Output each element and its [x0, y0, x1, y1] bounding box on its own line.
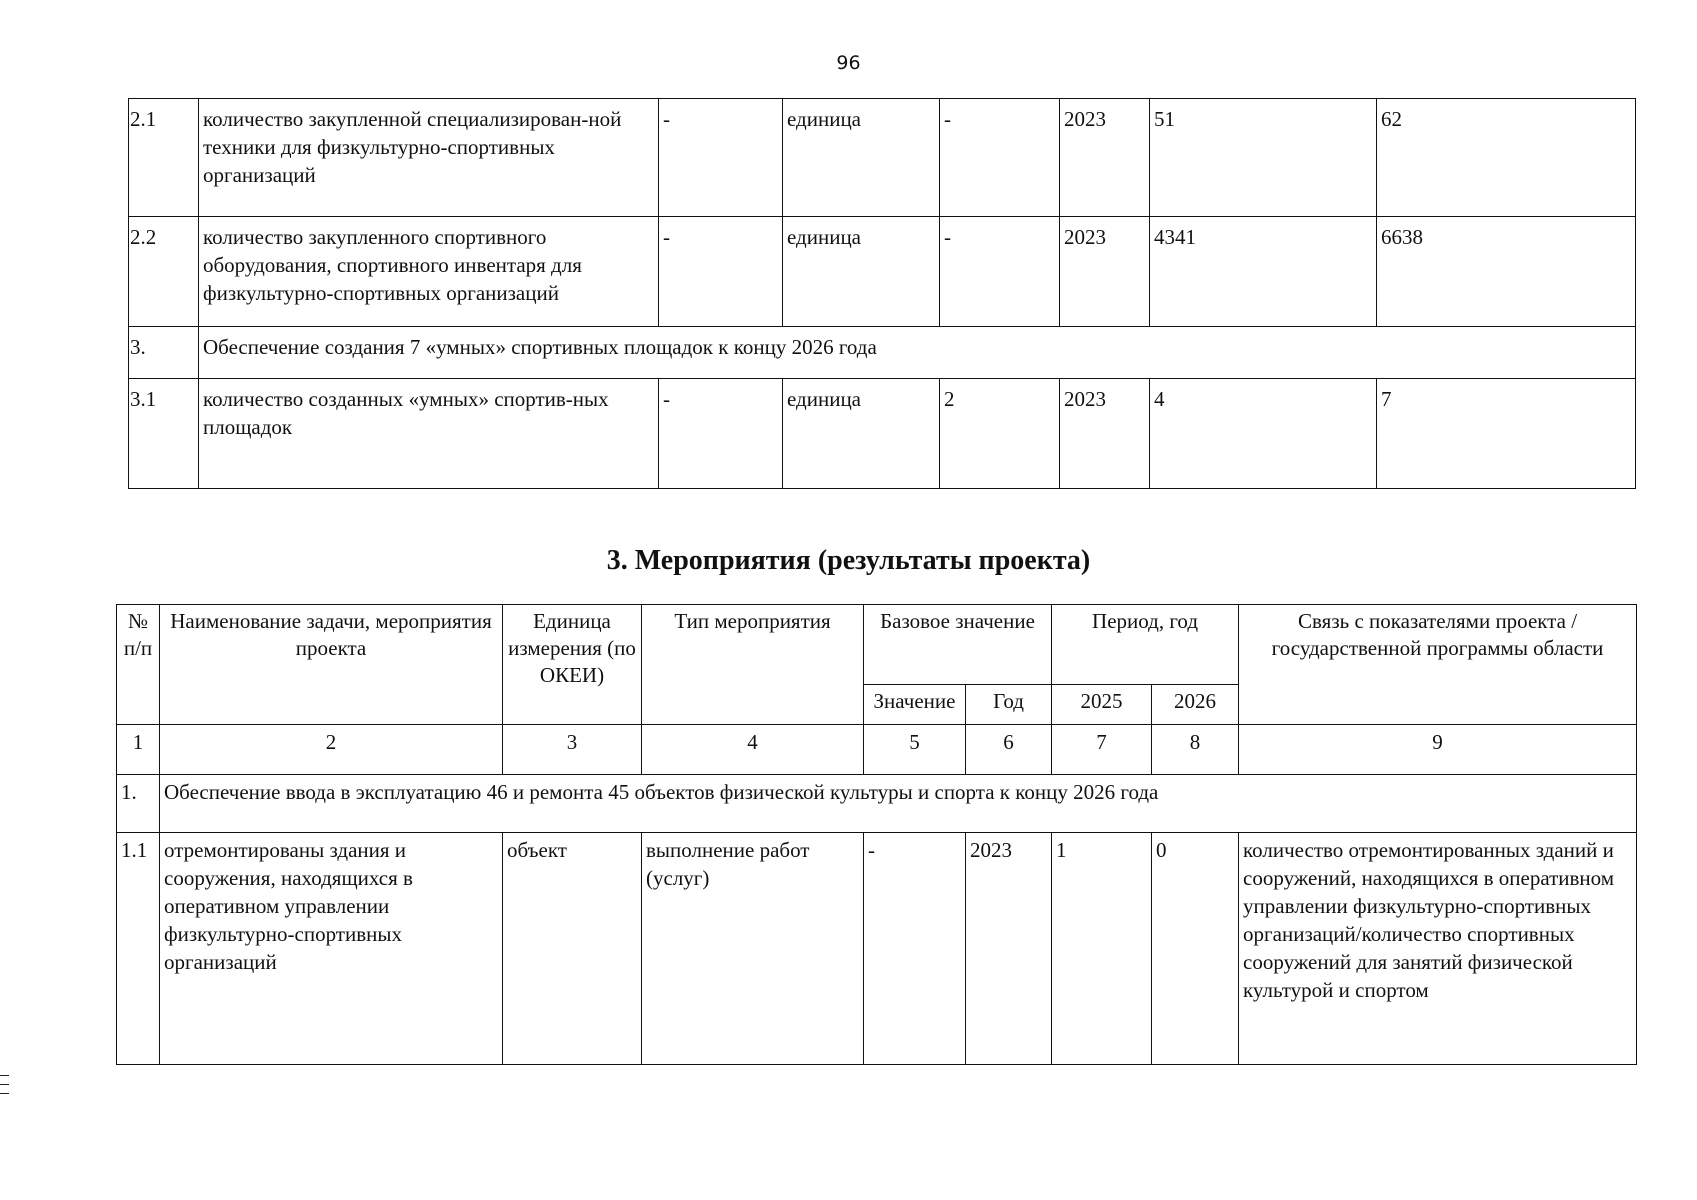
header-link: Связь с показателями проекта / государственной программы области: [1239, 605, 1637, 725]
header-type: Тип мероприятия: [642, 605, 864, 725]
events-table: [116, 604, 1637, 1065]
table-row: [129, 99, 1636, 217]
year-cell: 2023: [1060, 217, 1150, 327]
section-title: 3. Мероприятия (результаты проекта): [606, 545, 1091, 576]
header-unit: Единица измерения (по ОКЕИ): [503, 605, 642, 725]
cell-value: 4341: [1150, 217, 1377, 327]
indicator-name: количество закупленной специализирован-ной техники для физкультурно-спортивных организаций: [199, 99, 659, 217]
row-number: 1.: [117, 775, 160, 833]
indicators-table: [128, 98, 1636, 489]
column-number: 8: [1152, 725, 1239, 775]
base-value-cell: -: [864, 833, 966, 1065]
table-row: [129, 379, 1636, 489]
column-number: 1: [117, 725, 160, 775]
column-number: 4: [642, 725, 864, 775]
header-base: Базовое значение: [864, 605, 1052, 685]
row-number: 2.2: [129, 217, 199, 327]
indicator-name: количество закупленного спортивного оборудования, спортивного инвентаря для физкультурно-спортивных организаций: [199, 217, 659, 327]
cell-value: 2: [940, 379, 1060, 489]
unit-cell: объект: [503, 833, 642, 1065]
column-number: 6: [966, 725, 1052, 775]
year-cell: 2023: [1060, 379, 1150, 489]
indicator-name: количество созданных «умных» спортив-ных площадок: [199, 379, 659, 489]
margin-mark: [0, 1084, 9, 1085]
column-number: 5: [864, 725, 966, 775]
cell-value: 4: [1150, 379, 1377, 489]
task-title: Обеспечение создания 7 «умных» спортивных площадок к концу 2026 года: [199, 327, 1636, 379]
value-2025-cell: 1: [1052, 833, 1152, 1065]
header-2026: 2026: [1152, 685, 1239, 725]
row-number: 3.1: [129, 379, 199, 489]
unit-cell: единица: [783, 379, 940, 489]
cell-value: 6638: [1377, 217, 1636, 327]
cell-value: -: [659, 217, 783, 327]
column-number: 9: [1239, 725, 1637, 775]
header-2025: 2025: [1052, 685, 1152, 725]
cell-value: -: [940, 217, 1060, 327]
header-num: № п/п: [117, 605, 160, 725]
column-number: 3: [503, 725, 642, 775]
value-2026-cell: 0: [1152, 833, 1239, 1065]
event-name: отремонтированы здания и сооружения, находящихся в оперативном управлении физкультурно-спортивных организаций: [160, 833, 503, 1065]
row-number: 1.1: [117, 833, 160, 1065]
indicator-link-cell: количество отремонтированных зданий и сооружений, находящихся в оперативном управлении физкультурно-спортивных организаций/количество спортивных сооружений для занятий физической культурой и спортом: [1239, 833, 1637, 1065]
header-base-value: Значение: [864, 685, 966, 725]
cell-value: 7: [1377, 379, 1636, 489]
row-number: 3.: [129, 327, 199, 379]
cell-value: -: [940, 99, 1060, 217]
cell-value: 51: [1150, 99, 1377, 217]
margin-mark: [0, 1075, 9, 1076]
column-number: 7: [1052, 725, 1152, 775]
cell-value: 62: [1377, 99, 1636, 217]
base-year-cell: 2023: [966, 833, 1052, 1065]
page-number: 96: [836, 52, 861, 74]
column-number: 2: [160, 725, 503, 775]
table-row: [117, 833, 1637, 1065]
task-row: [129, 327, 1636, 379]
unit-cell: единица: [783, 99, 940, 217]
table-header-row: [117, 605, 1637, 685]
margin-mark: [0, 1093, 9, 1094]
header-period: Период, год: [1052, 605, 1239, 685]
column-number-row: [117, 725, 1637, 775]
cell-value: -: [659, 99, 783, 217]
header-base-year: Год: [966, 685, 1052, 725]
task-title: Обеспечение ввода в эксплуатацию 46 и ремонта 45 объектов физической культуры и спорта к концу 2026 года: [160, 775, 1637, 833]
event-type: выполнение работ (услуг): [642, 833, 864, 1065]
task-row: [117, 775, 1637, 833]
unit-cell: единица: [783, 217, 940, 327]
row-number: 2.1: [129, 99, 199, 217]
table-row: [129, 217, 1636, 327]
year-cell: 2023: [1060, 99, 1150, 217]
header-name: Наименование задачи, мероприятия проекта: [160, 605, 503, 725]
cell-value: -: [659, 379, 783, 489]
